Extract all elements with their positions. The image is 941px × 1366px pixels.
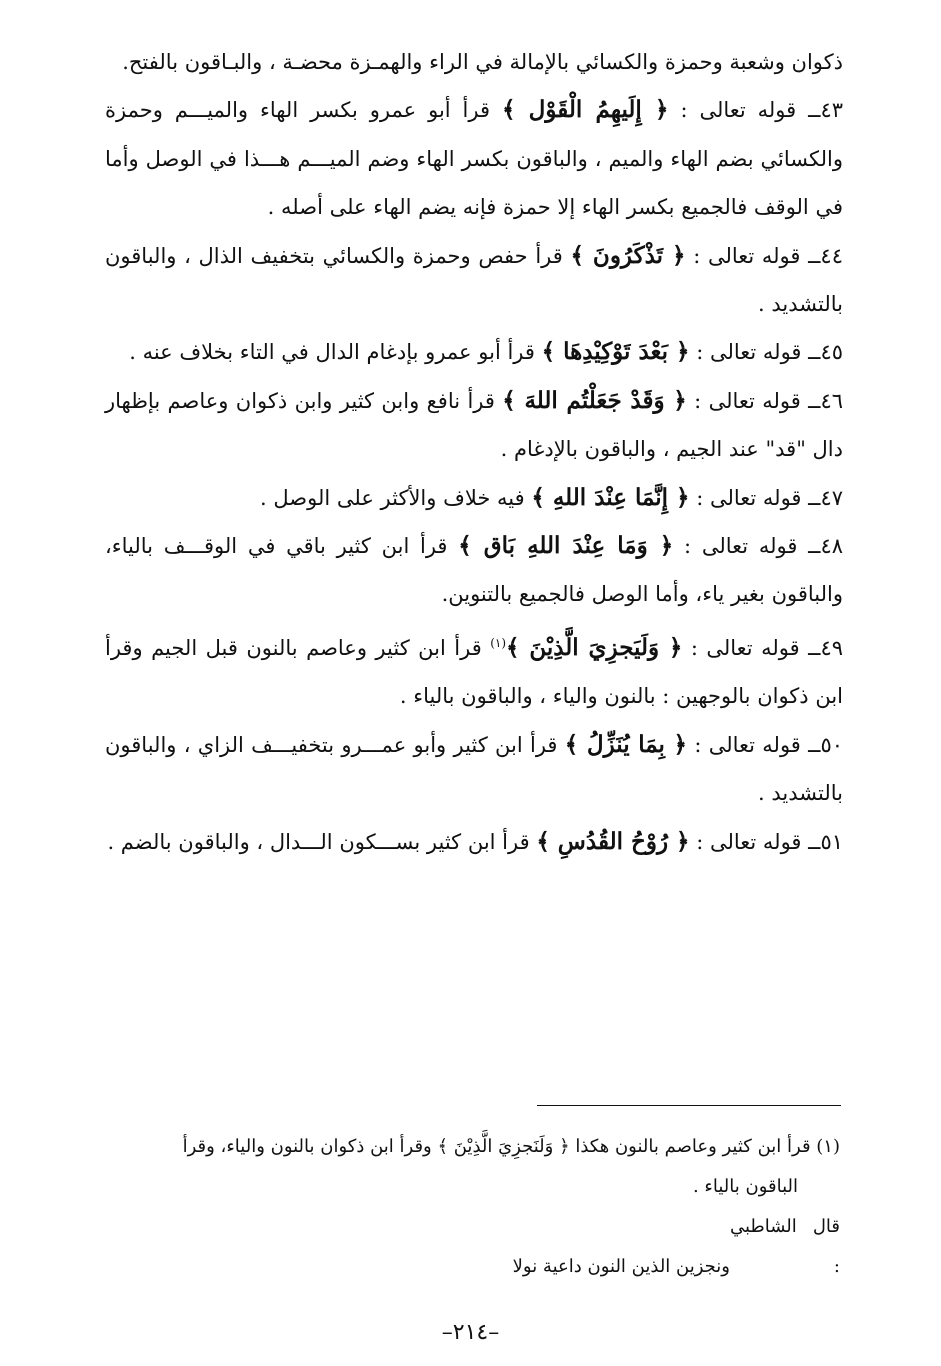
paragraph-body: قرأ ابن كثير وأبو عمـــرو بتخفيـــف الزاي ، والباقون بالتشديد . [105, 732, 843, 806]
quran-phrase: ﴿ رُوْحُ القُدُسِ ﴾ [536, 827, 690, 855]
paragraph-48 [105, 522, 843, 619]
paragraph-50 [105, 721, 843, 818]
footnote-verse [100, 1207, 840, 1287]
page-number: –٢١٤– [441, 1320, 500, 1345]
paragraph-body: قرأ حفص وحمزة والكسائي بتخفيف الذال ، والباقون بالتشديد . [105, 243, 843, 317]
paragraph-lead: ٤٤ــ قوله تعالى : [685, 243, 843, 268]
paragraph-51 [105, 818, 843, 866]
footnote-marker[interactable]: (١) [490, 635, 507, 650]
quran-phrase: ﴿ وَلَيَجزِيَ الَّذِيْنَ ﴾ [506, 633, 683, 661]
paragraph-body: قرأ أبو عمرو بكسر الهاء والميـــم وحمزة والكسائي بضم الهاء والميم ، والباقون بكسر الهاء وضم الميـــم هـــذا في الوصل وأما في الوقف فالجميع بكسر الهاء إلا حمزة فإنه يضم الهاء على أصله . [105, 98, 843, 220]
quran-phrase: ﴿ بَعْدَ تَوْكِيْدِهَا ﴾ [541, 338, 690, 366]
paragraph-lead: ٤٧ــ قوله تعالى : [689, 485, 843, 510]
main-text [105, 38, 843, 866]
paragraph-body: فيه خلاف والأكثر على الوصل . [260, 485, 532, 510]
footnote-divider [537, 1105, 841, 1106]
paragraph-47 [105, 474, 843, 522]
paragraph-lead: ٥٠ــ قوله تعالى : [687, 732, 843, 757]
footnotes [100, 1127, 840, 1287]
paragraph-46 [105, 377, 843, 474]
paragraph-43 [105, 86, 843, 231]
quran-phrase: ﴿ وَمَا عِنْدَ اللهِ بَاق ﴾ [458, 532, 674, 560]
footnote-line: (١) قرأ ابن كثير وعاصم بالنون هكذا ﴿ وَلَنَجزِيَ الَّذِيْنَ ﴾ وقرأ ابن ذكوان بالنون والياء، وقرأ [182, 1136, 840, 1157]
paragraph-lead: ٤٥ــ قوله تعالى : [689, 340, 843, 365]
paragraph-body: قرأ ابن كثير وعاصم بالنون قبل الجيم وقرأ ابن ذكوان بالوجهين : بالنون والياء ، والباقون بالياء . [105, 635, 843, 709]
paragraph-body: قرأ نافع وابن كثير وابن ذكوان وعاصم بإظهار دال "قد" عند الجيم ، والباقون بالإدغام . [105, 388, 843, 462]
paragraph-body: قرأ ابن كثير بســـكون الـــدال ، والباقون بالضم . [107, 829, 537, 854]
paragraph-lead: ٤٦ــ قوله تعالى : [686, 388, 843, 413]
quran-phrase: ﴿ وَقَدْ جَعَلْتُم اللهَ ﴾ [502, 386, 687, 414]
quran-phrase: ﴿ بِمَا يُنَزِّلُ ﴾ [564, 730, 688, 758]
quran-phrase: ﴿ إِنَّمَا عِنْدَ اللهِ ﴾ [531, 483, 690, 511]
paragraph-lead: ٤٨ــ قوله تعالى : [673, 534, 843, 559]
paragraph-lead: ٥١ــ قوله تعالى : [689, 829, 843, 854]
paragraph-lead: ٤٣ــ قوله تعالى : [668, 98, 843, 123]
quran-phrase: ﴿ تَذْكَرُونَ ﴾ [570, 241, 686, 269]
verse-attribution: قال الشاطبي : [730, 1216, 840, 1277]
paragraph-continued: ذكوان وشعبة وحمزة والكسائي بالإمالة في الراء والهمـزة محضـة ، والبـاقون بالفتح. [122, 50, 843, 74]
paragraph-44 [105, 232, 843, 329]
paragraph-body: قرأ أبو عمرو بإدغام الدال في التاء بخلاف عنه . [129, 340, 542, 365]
paragraph-45 [105, 328, 843, 376]
quran-phrase: ﴿ إِلَيهِمُ الْقَوْل ﴾ [501, 96, 669, 124]
paragraph-lead: ٤٩ــ قوله تعالى : [682, 635, 843, 660]
verse-text: ونجزين الذين النون داعية نولا [512, 1256, 730, 1277]
footnote-line: الباقون بالياء . [692, 1176, 798, 1197]
paragraph-49 [105, 619, 843, 721]
paragraph-body: قرأ ابن كثير باقي في الوقـــف بالياء، والباقون بغير ياء، وأما الوصل فالجميع بالتنوين. [105, 534, 843, 607]
